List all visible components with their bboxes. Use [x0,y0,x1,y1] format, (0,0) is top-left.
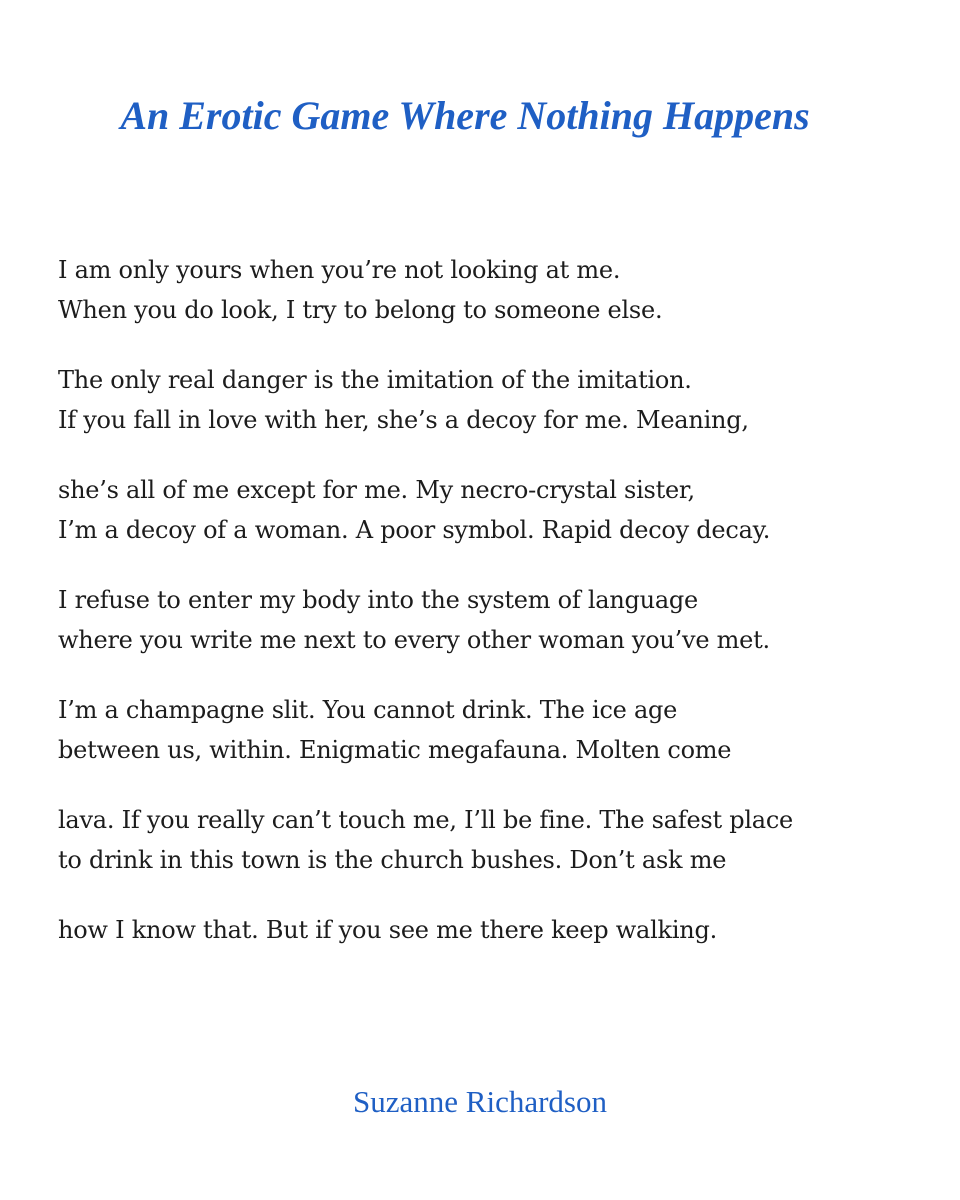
poem-line: I refuse to enter my body into the system of language [58,586,698,614]
stanza [58,360,918,440]
stanza [58,470,918,550]
poem-line: to drink in this town is the church bushes. Don’t ask me [58,846,727,874]
poem-line: The only real danger is the imitation of the imitation. [58,366,692,394]
poem-line: When you do look, I try to belong to someone else. [58,296,663,324]
poem-line: between us, within. Enigmatic megafauna. Molten come [58,736,732,764]
poem-title: An Erotic Game Where Nothing Happens [120,93,810,138]
poem-line: lava. If you really can’t touch me, I’ll be fine. The safest place [58,806,793,834]
poem-line: how I know that. But if you see me there keep walking. [58,916,717,944]
poem-line: I’m a champagne slit. You cannot drink. The ice age [58,696,678,724]
stanza [58,580,918,660]
stanza [58,910,918,950]
poem-line: I am only yours when you’re not looking at me. [58,256,621,284]
poem-line: she’s all of me except for me. My necro-crystal sister, [58,476,695,504]
poem-line: I’m a decoy of a woman. A poor symbol. Rapid decoy decay. [58,516,771,544]
poem-body [58,250,918,980]
stanza [58,250,918,330]
poem-line: If you fall in love with her, she’s a decoy for me. Meaning, [58,406,749,434]
poem-author: Suzanne Richardson [353,1084,607,1119]
stanza [58,690,918,770]
poem-line: where you write me next to every other woman you’ve met. [58,626,770,654]
stanza [58,800,918,880]
